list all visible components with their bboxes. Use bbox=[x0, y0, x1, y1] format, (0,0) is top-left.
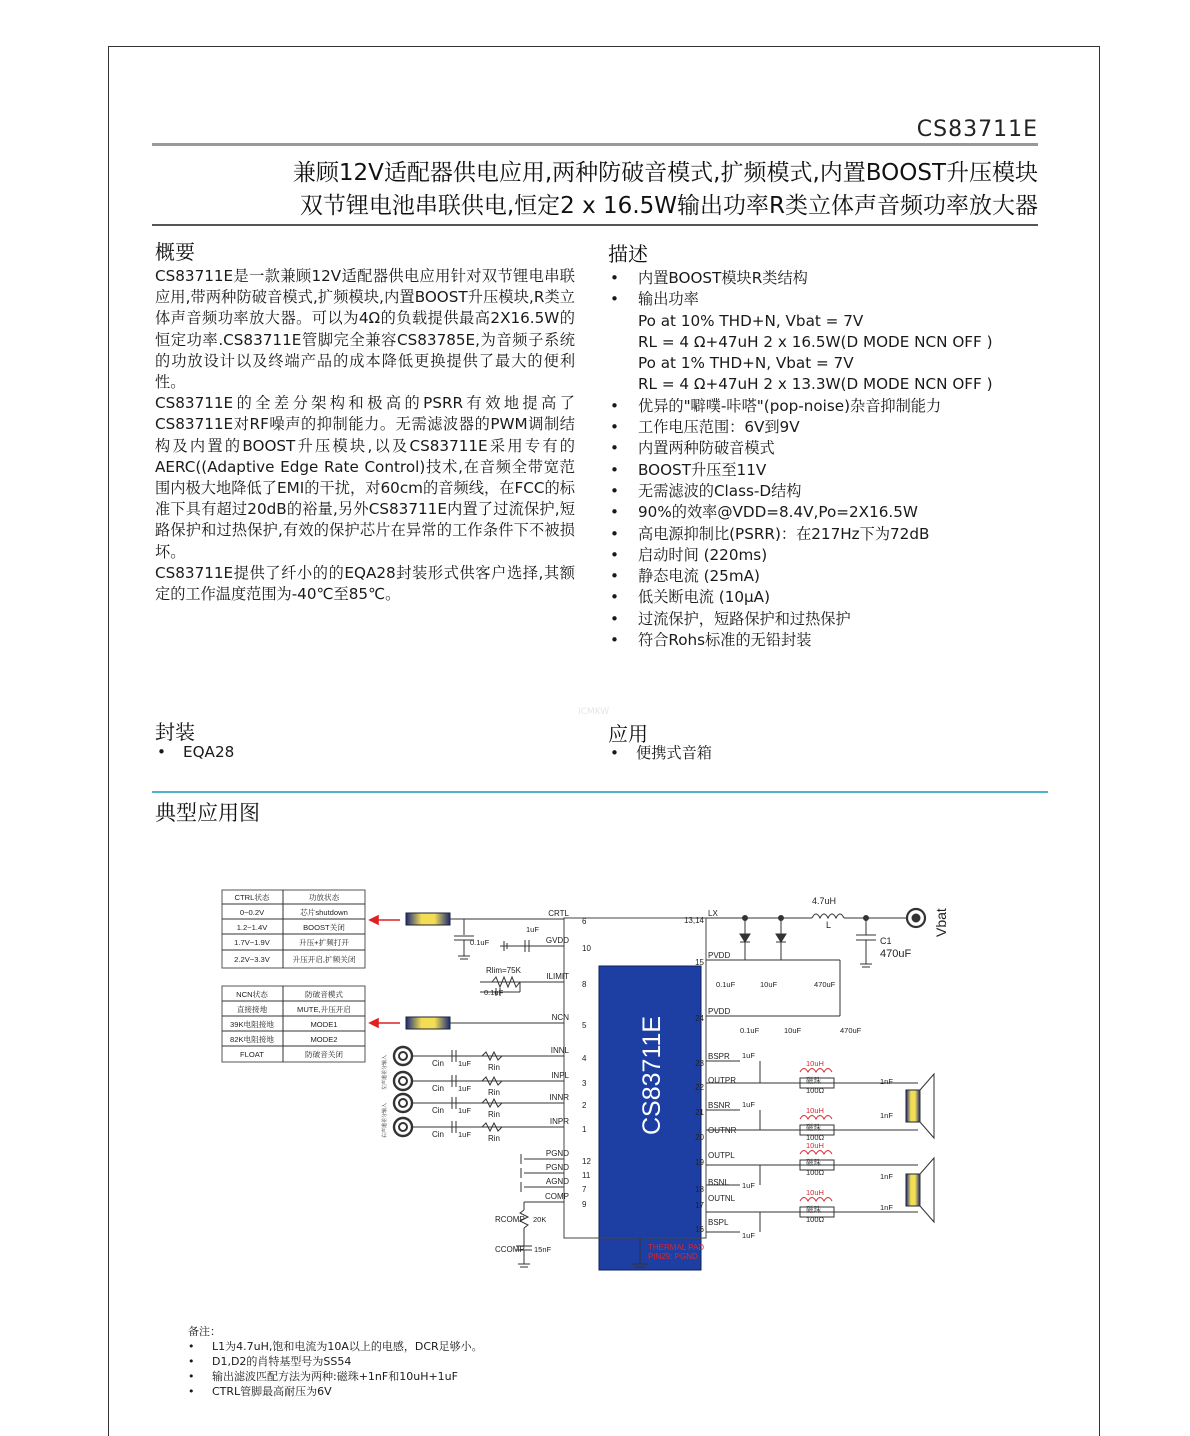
bullet: • bbox=[188, 1340, 195, 1353]
notes-list bbox=[188, 1339, 483, 1399]
description-text: 启动时间 (220ms) bbox=[638, 545, 768, 564]
pin-number: 7 bbox=[582, 1185, 587, 1194]
rin-label: Rin bbox=[488, 1134, 501, 1143]
bullet: • bbox=[610, 460, 619, 479]
ctrl-table-header: CTRL状态 bbox=[234, 893, 270, 902]
ncn-table-header: 防破音模式 bbox=[305, 990, 343, 999]
ncn-table-header: NCN状态 bbox=[236, 990, 268, 999]
ctrl-table-cell: BOOST关闭 bbox=[303, 923, 345, 932]
ctrl-table-header: 功放状态 bbox=[308, 893, 340, 902]
bullet: • bbox=[188, 1370, 195, 1383]
speaker-icon bbox=[906, 1074, 934, 1222]
filter-label: 磁珠 bbox=[806, 1076, 821, 1085]
cap-label: 0.1uF bbox=[470, 938, 490, 947]
cap-label: 470uF bbox=[840, 1026, 862, 1035]
pin-number: 17 bbox=[695, 1201, 704, 1210]
pin-number: 1 bbox=[582, 1125, 587, 1134]
bullet: • bbox=[610, 269, 619, 287]
cin-label: Cin bbox=[432, 1084, 445, 1093]
vbat-label: Vbat bbox=[933, 908, 949, 937]
note-item bbox=[188, 1384, 483, 1399]
pin-name: ILIMIT bbox=[546, 972, 569, 981]
note-text: D1,D2的肖特基型号为SS54 bbox=[212, 1355, 352, 1368]
rin-label: Rin bbox=[488, 1088, 501, 1097]
pin-number: 2 bbox=[582, 1101, 587, 1110]
application-item: 便携式音箱 bbox=[636, 744, 712, 762]
watermark: ICMKW bbox=[578, 707, 610, 717]
ncn-table-cell: 直接接地 bbox=[236, 1005, 268, 1014]
description-text: RL = 4 Ω+47uH 2 x 13.3W(D MODE NCN OFF ) bbox=[638, 375, 993, 394]
bootstrap-cap-label: 1uF bbox=[742, 1231, 755, 1240]
pin-number: 10 bbox=[582, 944, 591, 953]
ncn-table-cell: FLOAT bbox=[240, 1050, 264, 1059]
notes-title: 备注： bbox=[188, 1325, 221, 1338]
pin-number: 20 bbox=[695, 1133, 704, 1142]
pin-name: BSPL bbox=[708, 1218, 729, 1227]
pin-number: 15 bbox=[695, 958, 704, 967]
pin-name: BSPR bbox=[708, 1052, 730, 1061]
overview-paragraph: CS83711E的全差分架构和极高的PSRR有效地提高了CS83711E对RF噪声的抑制能力。无需滤波器的PWM调制结构及内置的BOOST升压模块,以及CS83711E采用专有的AERC((Adaptive Edge Rate Control)技术,在音频全带宽范围内极大地降低了EMI的干扰，对60cm的音频线，在FCC的标准下具有超过20dB的裕量,另外CS83711E内置了过流保护,短路保护和过热保护,有效的保护芯片在异常的工作条件下不被损坏。 bbox=[155, 394, 575, 561]
ncn-table-cell: MUTE,升压开启 bbox=[297, 1005, 351, 1014]
title-line-2: 双节锂电池串联供电,恒定2 x 16.5W输出功率R类立体声音频功率放大器 bbox=[299, 193, 1038, 219]
description-text: 高电源抑制比(PSRR)：在217Hz下为72dB bbox=[638, 524, 930, 543]
description-text: 工作电压范围：6V到9V bbox=[638, 418, 800, 437]
pin-number: 8 bbox=[582, 980, 587, 989]
description-text: 90%的效率@VDD=8.4V,Po=2X16.5W bbox=[638, 503, 918, 522]
pin-name: GVDD bbox=[545, 936, 569, 945]
filter-label: 100Ω bbox=[806, 1086, 825, 1095]
ctrl-table-cell: 芯片shutdown bbox=[300, 908, 348, 917]
pin-name: INNR bbox=[549, 1093, 569, 1102]
pin-name: LX bbox=[708, 909, 718, 918]
bullet: • bbox=[157, 743, 166, 761]
rcomp-value: 20K bbox=[533, 1215, 547, 1224]
thermal-label: PIN29: PGND bbox=[648, 1252, 698, 1261]
pin-number: 5 bbox=[582, 1021, 587, 1030]
filter-label: 10uH bbox=[806, 1059, 824, 1068]
power-wiring bbox=[706, 909, 925, 1016]
cap-label: 1uF bbox=[526, 925, 539, 934]
channel-label: 左声道差分输入 bbox=[382, 1054, 388, 1090]
inductor-label: 4.7uH bbox=[812, 896, 837, 906]
ncn-table-cell: MODE1 bbox=[310, 1020, 338, 1029]
cap-label: 0.1uF bbox=[484, 988, 504, 997]
description-heading: 描述 bbox=[608, 242, 648, 266]
pin-number: 24 bbox=[695, 1014, 704, 1023]
pin-number: 6 bbox=[582, 917, 587, 926]
description-text: BOOST升压至11V bbox=[638, 460, 767, 479]
pin-name: PVDD bbox=[708, 951, 731, 960]
cin-value: 1uF bbox=[458, 1084, 471, 1093]
cap-label: 0.1uF bbox=[740, 1026, 760, 1035]
pin-name: OUTPL bbox=[708, 1151, 735, 1160]
pin-number: 16 bbox=[695, 1225, 704, 1234]
description-text: 内置BOOST模块R类结构 bbox=[638, 269, 808, 287]
description-text: RL = 4 Ω+47uH 2 x 16.5W(D MODE NCN OFF ) bbox=[638, 332, 993, 351]
cin-label: Cin bbox=[432, 1130, 445, 1139]
cin-value: 1uF bbox=[458, 1106, 471, 1115]
note-item bbox=[188, 1369, 483, 1384]
bullet: • bbox=[188, 1355, 195, 1368]
ctrl-table-cell: 升压+扩频打开 bbox=[299, 938, 349, 947]
overview-paragraph: CS83711E提供了纤小的的EQA28封装形式供客户选择,其额定的工作温度范围为-40℃至85℃。 bbox=[155, 563, 575, 604]
description-text: 过流保护，短路保护和过热保护 bbox=[638, 609, 851, 628]
package-item: EQA28 bbox=[183, 743, 235, 761]
bullet: • bbox=[610, 503, 619, 522]
cap-label: 470uF bbox=[814, 980, 836, 989]
filter-label: 100Ω bbox=[806, 1133, 825, 1142]
note-item bbox=[188, 1339, 483, 1354]
filter-cap-label: 1nF bbox=[880, 1203, 893, 1212]
pin-name: NCN bbox=[551, 1013, 569, 1022]
pin-number: 11 bbox=[582, 1171, 591, 1180]
ctrl-table-cell: 1.7V~1.9V bbox=[234, 938, 270, 947]
pin-name: OUTNR bbox=[708, 1126, 737, 1135]
filter-label: 10uH bbox=[806, 1106, 824, 1115]
pin-number: 18 bbox=[695, 1185, 704, 1194]
cap-label: 10uF bbox=[784, 1026, 802, 1035]
pin-number: 9 bbox=[582, 1200, 587, 1209]
pin-number: 21 bbox=[695, 1108, 704, 1117]
bootstrap-cap-label: 1uF bbox=[742, 1051, 755, 1060]
description-text: Po at 1% THD+N, Vbat = 7V bbox=[638, 354, 854, 373]
ctrl-table-cell: 0~0.2V bbox=[239, 908, 265, 917]
ncn-table-cell: 防破音关闭 bbox=[305, 1050, 343, 1059]
bullet: • bbox=[188, 1385, 195, 1398]
filter-label: 磁珠 bbox=[806, 1123, 821, 1132]
description-text: 输出功率 bbox=[638, 290, 699, 309]
pin-name: OUTPR bbox=[708, 1076, 736, 1085]
pin-name: PVDD bbox=[708, 1007, 731, 1016]
description-text: 内置两种防破音模式 bbox=[638, 439, 775, 458]
title-line-1: 兼顾12V适配器供电应用,两种防破音模式,扩频模式,内置BOOST升压模块 bbox=[292, 160, 1038, 186]
bullet: • bbox=[610, 439, 619, 458]
pin-name: BSNL bbox=[708, 1178, 729, 1187]
filter-label: 磁珠 bbox=[806, 1205, 821, 1214]
filter-label: 10uH bbox=[806, 1188, 824, 1197]
pin-name: PGND bbox=[545, 1149, 569, 1158]
filter-label: 100Ω bbox=[806, 1168, 825, 1177]
pin-number: 22 bbox=[695, 1083, 704, 1092]
bullet: • bbox=[610, 588, 619, 607]
bullet: • bbox=[610, 567, 619, 586]
ccomp-label: CCOMP bbox=[495, 1245, 525, 1254]
audio-jack-icon bbox=[394, 1047, 412, 1136]
note-text: CTRL管脚最高耐压为6V bbox=[212, 1385, 332, 1398]
pin-name: CRTL bbox=[548, 909, 569, 918]
rin-label: Rin bbox=[488, 1110, 501, 1119]
filter-label: 10uH bbox=[806, 1141, 824, 1150]
ncn-table-cell: 39K电阻接地 bbox=[230, 1020, 274, 1029]
bullet: • bbox=[610, 396, 619, 415]
ctrl-table-cell: 1.2~1.4V bbox=[236, 923, 268, 932]
filter-label: 100Ω bbox=[806, 1215, 825, 1224]
pin-number: 13,14 bbox=[683, 916, 704, 925]
package-heading: 封装 bbox=[155, 720, 195, 744]
bullet: • bbox=[610, 631, 619, 650]
bullet: • bbox=[610, 481, 619, 500]
overview-paragraph: CS83711E是一款兼顾12V适配器供电应用针对双节锂电串联应用,带两种防破音模式,扩频模块,内置BOOST升压模块,R类立体声音频功率放大器。可以为4Ω的负载提供最高2X16.5W的恒定功率.CS83711E管脚完全兼容CS83785E,为音频子系统的功放设计以及终端产品的成本降低更换提供了最大的便利性。 bbox=[155, 267, 575, 392]
description-text: 低关断电流 (10μA) bbox=[638, 588, 770, 607]
description-text: 符合Rohs标准的无铅封装 bbox=[638, 631, 812, 650]
filter-cap-label: 1nF bbox=[880, 1077, 893, 1086]
channel-label: 右声道差分输入 bbox=[382, 1102, 388, 1138]
rcomp-label: RCOMP bbox=[495, 1215, 525, 1224]
pin-name: INNL bbox=[550, 1046, 569, 1055]
cap-label: 10uF bbox=[760, 980, 778, 989]
rlim-label: Rlim=75K bbox=[486, 966, 521, 975]
bootstrap-cap-label: 1uF bbox=[742, 1100, 755, 1109]
bullet: • bbox=[610, 290, 619, 309]
pin-name: PGND bbox=[545, 1163, 569, 1172]
c1-value: 470uF bbox=[880, 948, 912, 960]
pin-name: BSNR bbox=[708, 1101, 731, 1110]
overview-heading: 概要 bbox=[155, 240, 195, 264]
pin-name: AGND bbox=[545, 1177, 569, 1186]
bootstrap-cap-label: 1uF bbox=[742, 1181, 755, 1190]
bullet: • bbox=[610, 545, 619, 564]
note-text: L1为4.7uH,饱和电流为10A以上的电感，DCR足够小。 bbox=[212, 1340, 483, 1353]
pin-name: COMP bbox=[545, 1192, 569, 1201]
pin-name: INPL bbox=[551, 1071, 569, 1080]
thermal-label: THERMAL PAD bbox=[648, 1243, 705, 1252]
description-text: Po at 10% THD+N, Vbat = 7V bbox=[638, 311, 864, 330]
pin-name: OUTNL bbox=[708, 1194, 736, 1203]
pin-name: INPR bbox=[549, 1117, 569, 1126]
ferrite-bead-icon bbox=[406, 913, 450, 925]
ncn-table-cell: MODE2 bbox=[310, 1035, 338, 1044]
filter-label: 磁珠 bbox=[806, 1158, 821, 1167]
inductor-ref-label: L bbox=[826, 920, 832, 930]
notes bbox=[188, 1324, 483, 1399]
bullet: • bbox=[610, 744, 619, 762]
cin-label: Cin bbox=[432, 1106, 445, 1115]
pin-number: 4 bbox=[582, 1054, 587, 1063]
part-number: CS83711E bbox=[916, 117, 1038, 142]
ccomp-value: 15nF bbox=[534, 1245, 552, 1254]
ferrite-bead-icon bbox=[406, 1017, 450, 1029]
filter-cap-label: 1nF bbox=[880, 1111, 893, 1120]
filter-cap-label: 1nF bbox=[880, 1172, 893, 1181]
pin-number: 23 bbox=[695, 1059, 704, 1068]
pin-number: 12 bbox=[582, 1157, 591, 1166]
rin-label: Rin bbox=[488, 1063, 501, 1072]
description-text: 优异的"噼噗-咔嗒"(pop-noise)杂音抑制能力 bbox=[638, 396, 942, 415]
c1-label: C1 bbox=[880, 936, 892, 946]
cin-value: 1uF bbox=[458, 1059, 471, 1068]
note-item bbox=[188, 1354, 483, 1369]
typical-app-heading: 典型应用图 bbox=[155, 801, 260, 825]
bullet: • bbox=[610, 609, 619, 628]
description-text: 静态电流 (25mA) bbox=[638, 567, 760, 586]
cin-label: Cin bbox=[432, 1059, 445, 1068]
ncn-table-cell: 82K电阻接地 bbox=[230, 1035, 274, 1044]
ctrl-table-cell: 升压开启,扩频关闭 bbox=[292, 955, 356, 964]
note-text: 输出滤波匹配方法为两种:磁珠+1nF和10uH+1uF bbox=[212, 1370, 458, 1383]
ctrl-table-cell: 2.2V~3.3V bbox=[234, 955, 270, 964]
pin-number: 19 bbox=[695, 1158, 704, 1167]
bullet: • bbox=[610, 524, 619, 543]
pin-number: 3 bbox=[582, 1079, 587, 1088]
cap-label: 0.1uF bbox=[716, 980, 736, 989]
bullet: • bbox=[610, 418, 619, 437]
cin-value: 1uF bbox=[458, 1130, 471, 1139]
application-heading: 应用 bbox=[608, 722, 648, 746]
chip-label: CS83711E bbox=[638, 1015, 666, 1135]
description-text: 无需滤波的Class-D结构 bbox=[638, 481, 802, 500]
